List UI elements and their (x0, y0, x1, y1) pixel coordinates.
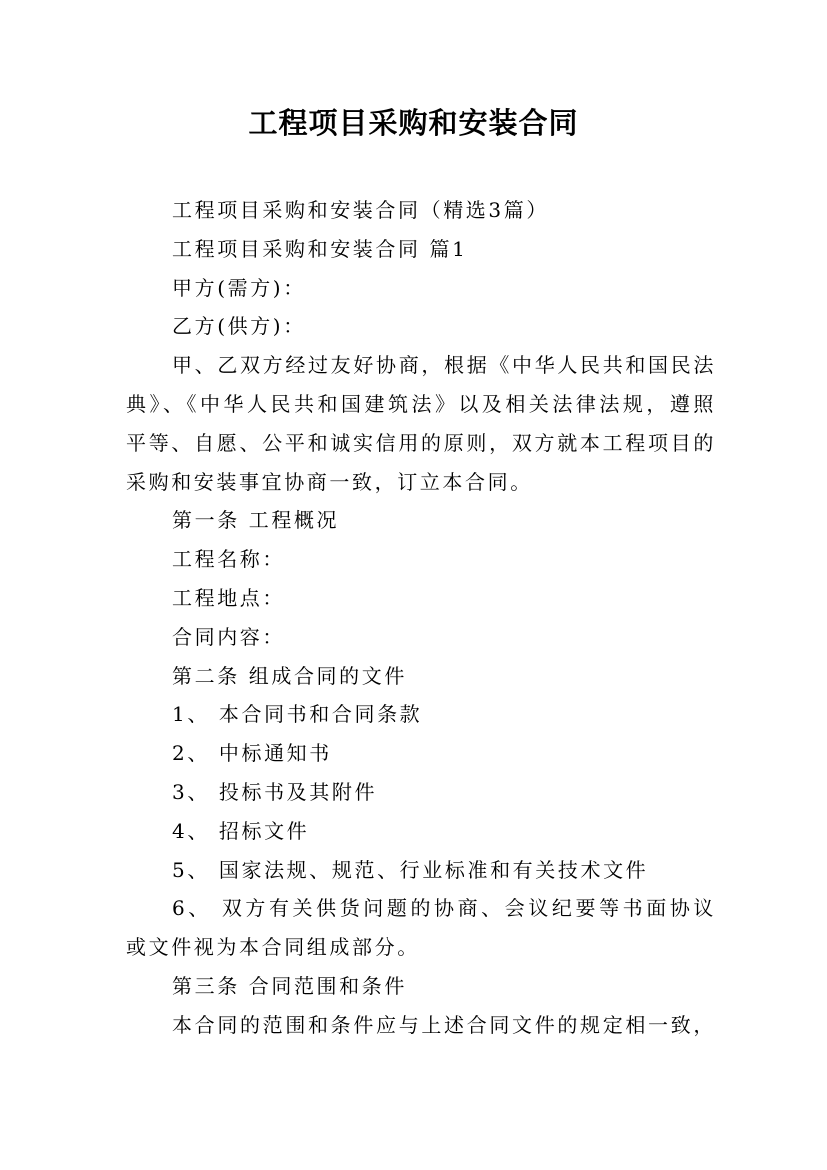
subtitle-line: 工程项目采购和安装合同（精选3篇） (172, 198, 549, 222)
list-item: 5、 国家法规、规范、行业标准和有关技术文件 (172, 857, 649, 882)
party-a-line: 甲方(需方)： (172, 275, 306, 300)
document-body (126, 191, 716, 1045)
list-item: 4、 招标文件 (172, 818, 310, 843)
list-item: 6、 双方有关供货问题的协商、会议纪要等书面协议或文件视为本合同组成部分。 (126, 896, 716, 960)
preamble-paragraph: 甲、乙双方经过友好协商，根据《中华人民共和国民法典》、《中华人民共和国建筑法》以及相关法律法规，遵照平等、自愿、公平和诚实信用的原则，双方就本工程项目的采购和安装事宜协商一致，订立本合同。 (126, 353, 716, 494)
project-location-line: 工程地点： (172, 585, 285, 610)
article-3-heading: 第三条 合同范围和条件 (172, 973, 407, 998)
list-item: 1、 本合同书和合同条款 (172, 702, 423, 727)
document-title: 工程项目采购和安装合同 (248, 106, 579, 140)
list-item: 3、 投标书及其附件 (172, 779, 378, 804)
contract-content-line: 合同内容： (172, 624, 285, 649)
article-1-heading: 第一条 工程概况 (172, 508, 340, 533)
list-item: 2、 中标通知书 (172, 741, 332, 766)
article-2-heading: 第二条 组成合同的文件 (172, 663, 407, 688)
article-3-paragraph: 本合同的范围和条件应与上述合同文件的规定相一致， (172, 1012, 716, 1037)
party-b-line: 乙方(供方)： (172, 314, 306, 339)
project-name-line: 工程名称： (172, 547, 285, 572)
section-heading: 工程项目采购和安装合同 篇1 (172, 236, 468, 261)
